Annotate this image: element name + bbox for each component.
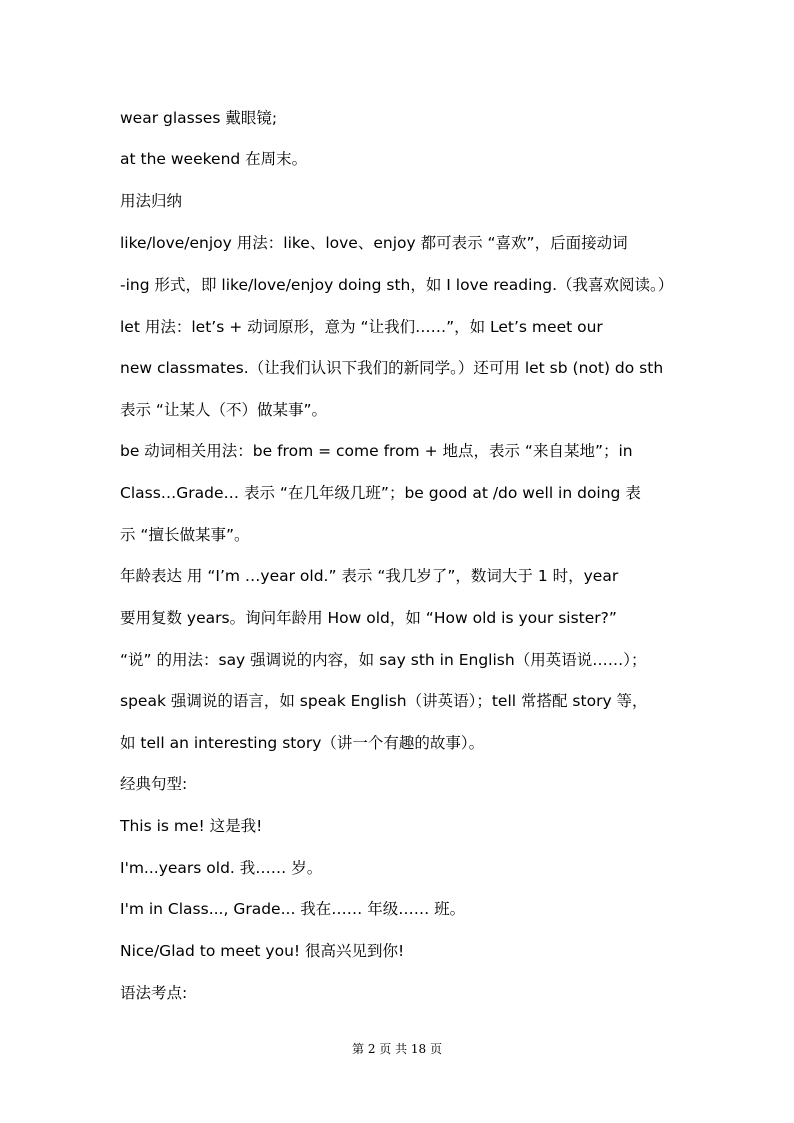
text-line-speak-usage: speak 强调说的语言，如 speak English（讲英语）；tell 常搭配 story 等， <box>120 692 648 710</box>
text-line-years-old: I'm...years old. 我…… 岁。 <box>120 859 323 877</box>
text-line-tell-usage: 如 tell an interesting story（讲一个有趣的故事）。 <box>120 734 485 752</box>
page-footer: 第 2 页 共 18 页 <box>352 1042 442 1056</box>
text-line-how-old: 要用复数 years。询问年龄用 How old，如 “How old is your sister?” <box>120 609 617 627</box>
text-line-this-is-me: This is me! 这是我! <box>120 817 263 835</box>
text-line-good-at: 示 “擅长做某事”。 <box>120 526 250 544</box>
section-heading-classic-sentences: 经典句型: <box>120 775 188 793</box>
text-line-let-sb-meaning: 表示 “让某人（不）做某事”。 <box>120 401 327 419</box>
text-line-at-the-weekend: at the weekend 在周末。 <box>120 150 308 168</box>
text-line-say-usage: “说” 的用法：say 强调说的内容，如 say sth in English（用英语说……）； <box>120 651 647 669</box>
text-line-be-verb-usage: be 动词相关用法：be from = come from + 地点，表示 “来自某地”；in <box>120 442 633 460</box>
text-line-like-love-enjoy: like/love/enjoy 用法：like、love、enjoy 都可表示 “喜欢”，后面接动词 <box>120 234 628 252</box>
text-line-class-grade-sentence: I'm in Class..., Grade... 我在…… 年级…… 班。 <box>120 900 466 918</box>
section-heading-usage-summary: 用法归纳 <box>120 192 183 210</box>
text-line-age-expression: 年龄表达 用 “I’m …year old.” 表示 “我几岁了”，数词大于 1 时，year <box>120 567 619 585</box>
text-line-ing-form: -ing 形式，即 like/love/enjoy doing sth，如 I love reading.（我喜欢阅读。） <box>120 276 674 294</box>
section-heading-grammar-points: 语法考点: <box>120 984 188 1002</box>
text-line-new-classmates: new classmates.（让我们认识下我们的新同学。）还可用 let sb (not) do sth <box>120 359 664 377</box>
text-line-nice-to-meet-you: Nice/Glad to meet you! 很高兴见到你! <box>120 942 405 960</box>
text-line-wear-glasses: wear glasses 戴眼镜; <box>120 109 278 127</box>
text-line-let-usage: let 用法：let’s + 动词原形，意为 “让我们……”，如 Let’s meet our <box>120 318 603 336</box>
text-line-class-grade: Class…Grade… 表示 “在几年级几班”；be good at /do well in doing 表 <box>120 484 641 502</box>
